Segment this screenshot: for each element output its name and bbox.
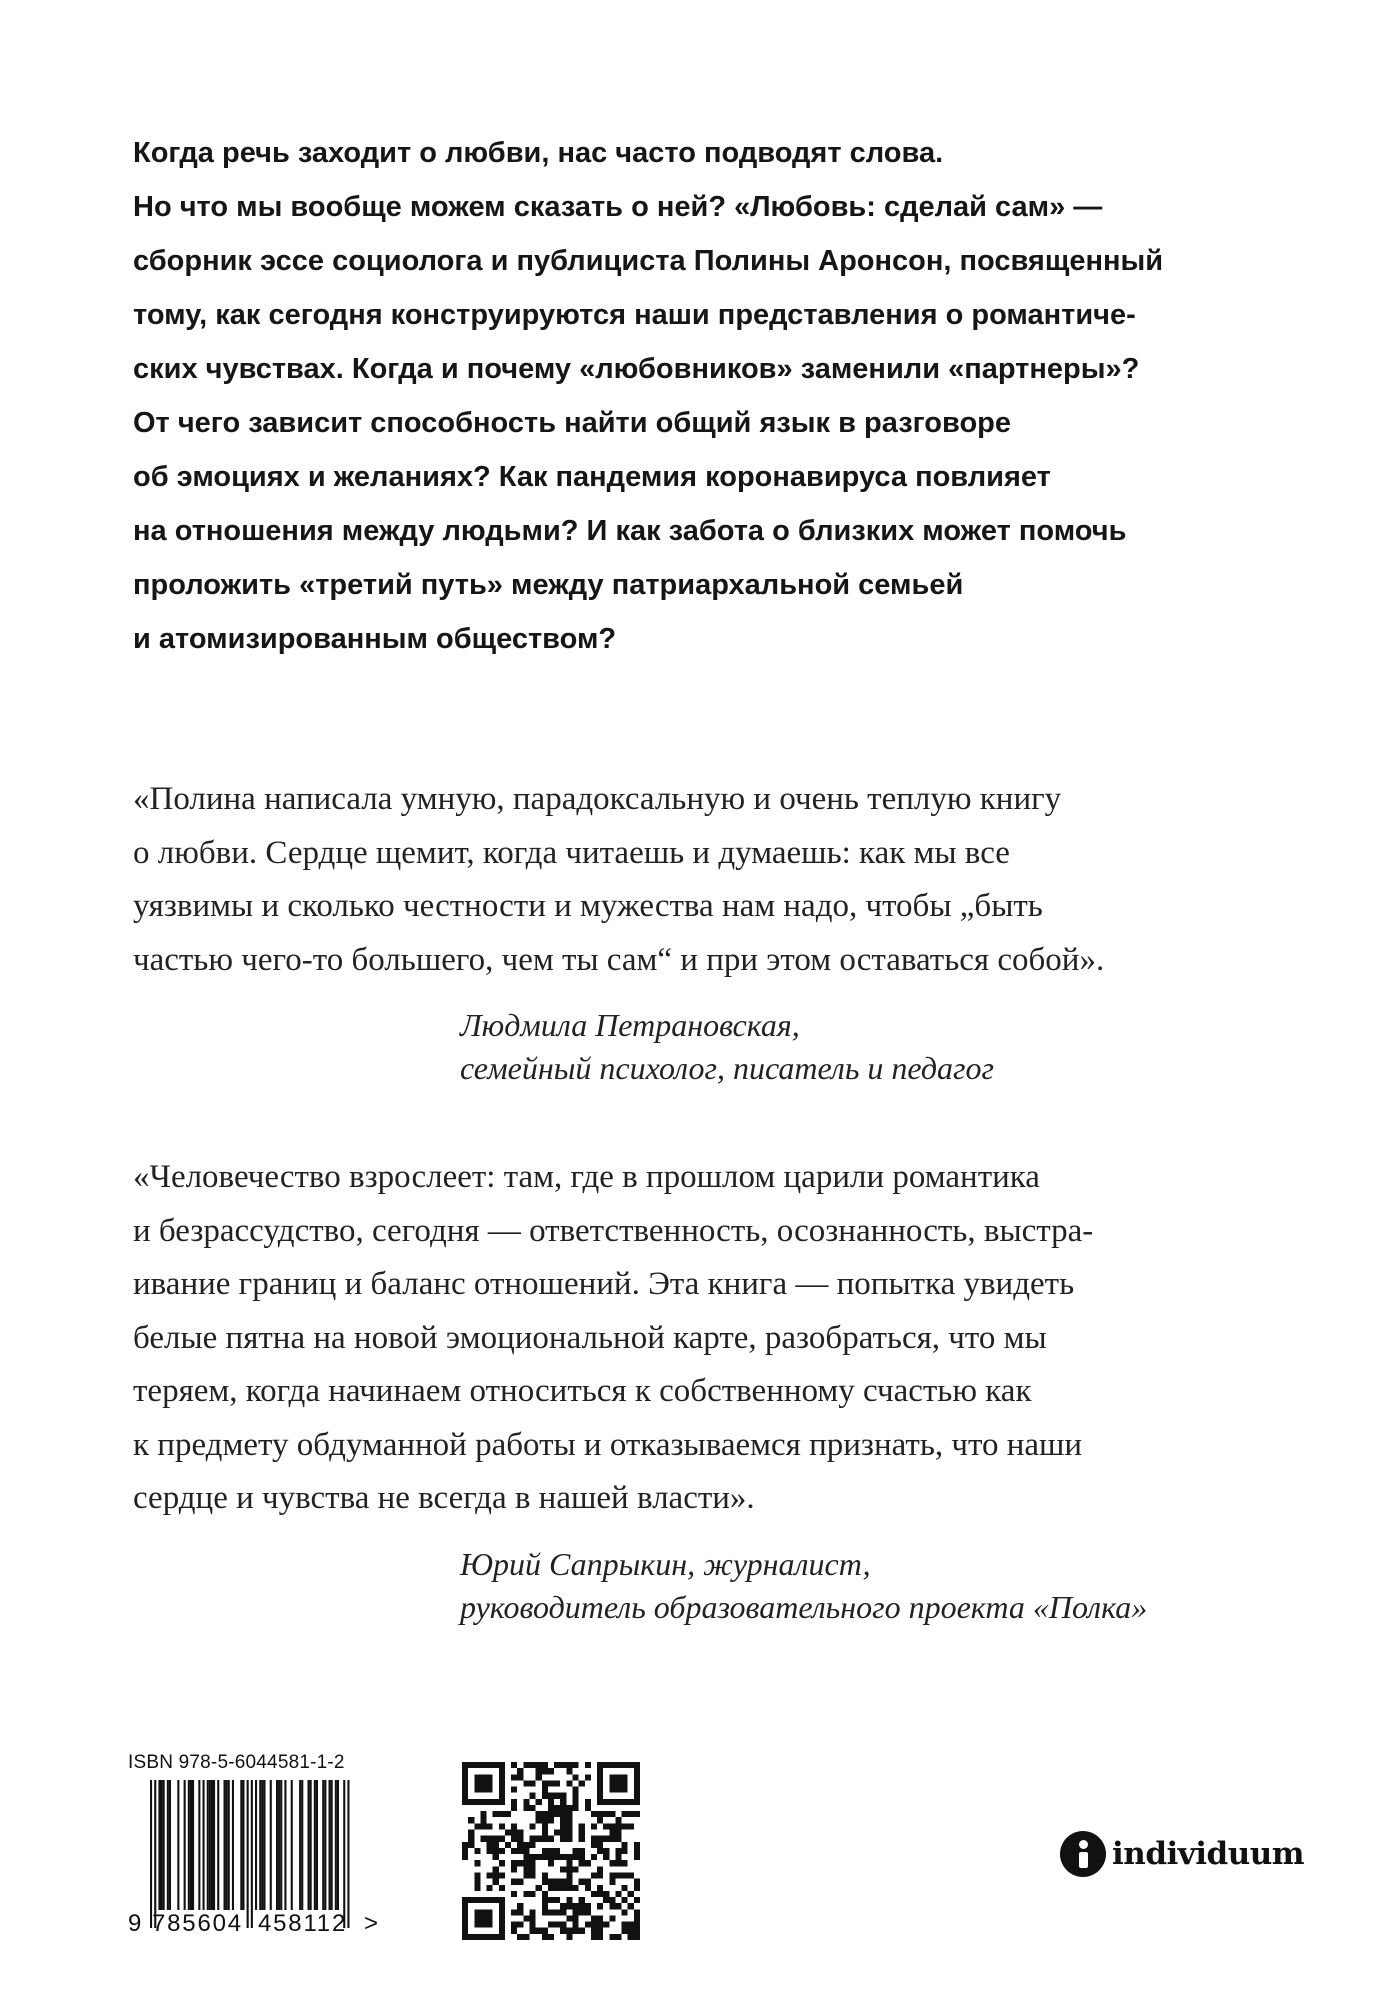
publisher-name: individuum (1112, 1836, 1305, 1872)
quote-attribution-petranovskaya (460, 1004, 1310, 1090)
blurb-line: ских чувствах. Когда и почему «любовников» заменили «партнеры»? (133, 353, 1140, 385)
attribution-name: Людмила Петрановская, (460, 1007, 800, 1043)
quote-line: о любви. Сердце щемит, когда читаешь и думаешь: как мы все (133, 834, 1010, 871)
blurb-paragraph (133, 126, 1293, 666)
blurb-line: Когда речь заходит о любви, нас часто подводят слова. (133, 137, 944, 169)
attribution-role: семейный психолог, писатель и педагог (460, 1050, 994, 1086)
barcode-bars-icon (150, 1780, 370, 1928)
quote-line: ивание границ и баланс отношений. Эта книга — попытка увидеть (133, 1266, 1075, 1302)
quote-line: «Полина написала умную, парадоксальную и очень теплую книгу (133, 781, 1062, 817)
isbn-barcode (128, 1752, 378, 1952)
isbn-number: ISBN 978-5-6044581-1-2 (128, 1752, 345, 1773)
quote-line: «Человечество взрослеет: там, где в прошлом царили романтика (133, 1159, 1040, 1195)
review-quote-petranovskaya (133, 773, 1333, 987)
blurb-line: об эмоциях и желаниях? Как пандемия коронавируса повлияет (133, 461, 1051, 493)
quote-line: белые пятна на новой эмоциональной карте, разобраться, что мы (133, 1319, 1047, 1356)
quote-line: частью чего-то большего, чем ты сам“ и при этом оставаться собой». (133, 941, 1105, 978)
ean-right-group: 458112 (258, 1910, 348, 1937)
blurb-line: проложить «третий путь» между патриархальной семьей (133, 569, 964, 601)
attribution-name: Юрий Сапрыкин, журналист, (460, 1546, 871, 1582)
review-quote-saprykin (133, 1151, 1333, 1526)
qr-code-icon[interactable] (462, 1762, 640, 1940)
attribution-role: руководитель образовательного проекта «Полка» (460, 1589, 1148, 1625)
ean-arrow: > (364, 1910, 379, 1937)
blurb-line: тому, как сегодня конструируются наши представления о романтиче- (133, 299, 1136, 331)
ean-left-group: 785604 (152, 1910, 243, 1937)
quote-line: к предмету обдуманной работы и отказываемся признать, что наши (133, 1426, 1083, 1463)
publisher-logo (1060, 1829, 1304, 1879)
quote-line: и безрассудство, сегодня — ответственность, осознанность, выстра- (133, 1212, 1094, 1249)
info-i-icon (1060, 1831, 1106, 1877)
blurb-line: и атомизированным обществом? (133, 623, 617, 655)
ean-first-digit: 9 (128, 1910, 142, 1937)
blurb-line: на отношения между людьми? И как забота о близких может помочь (133, 515, 1127, 547)
blurb-line: сборник эссе социолога и публициста Полины Аронсон, посвященный (133, 245, 1164, 277)
quote-line: теряем, когда начинаем относиться к собственному счастью как (133, 1373, 1032, 1409)
quote-line: уязвимы и сколько честности и мужества нам надо, чтобы „быть (133, 888, 1043, 924)
quote-line: сердце и чувства не всегда в нашей власти». (133, 1480, 755, 1516)
blurb-line: Но что мы вообще можем сказать о ней? «Любовь: сделай сам» — (133, 191, 1103, 223)
ean-digits (128, 1910, 382, 1938)
quote-attribution-saprykin (460, 1543, 1310, 1629)
blurb-line: От чего зависит способность найти общий язык в разговоре (133, 407, 1012, 439)
